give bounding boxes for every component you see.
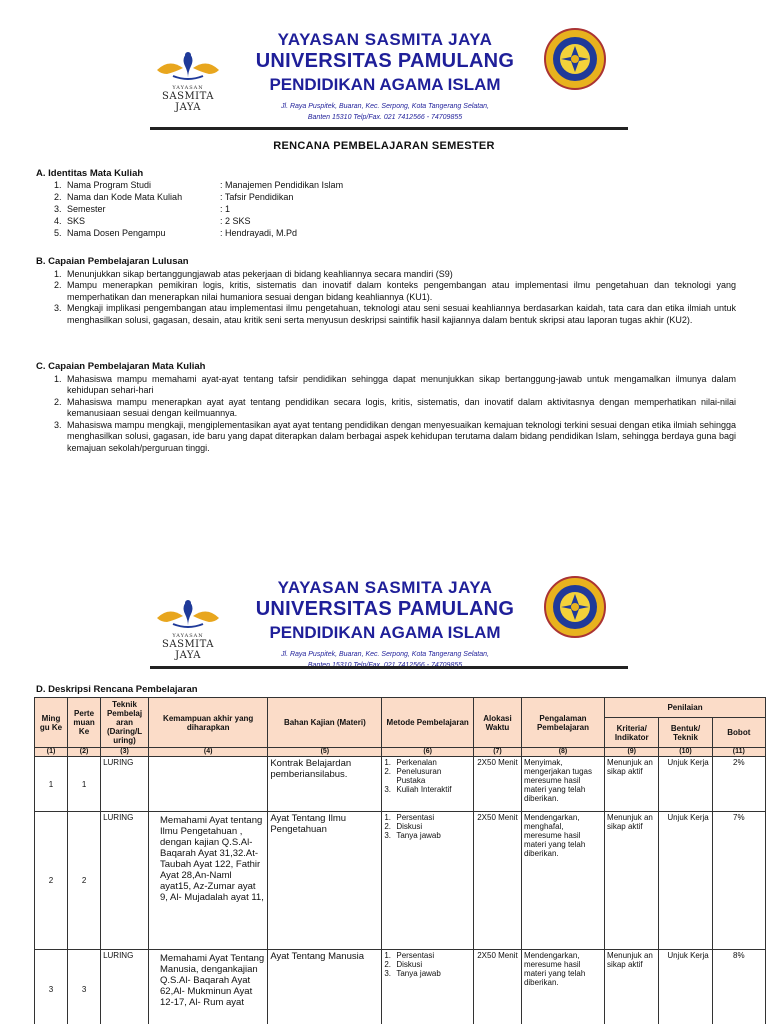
identity-number: 2. [54,191,62,202]
metode-number: 1. [384,951,392,960]
metode-number: 1. [384,813,392,822]
metode-number: 2. [384,767,392,776]
metode-item [384,951,471,960]
list-item-number: 1. [54,373,62,384]
cell-pertemuan: 1 [68,757,101,812]
header-kriteria: Kriteria/ Indikator [605,718,659,748]
header-bobot: Bobot [712,718,765,748]
cell-pengalaman: Menyimak, mengerjakan tugas meresume hasil materi yang telah diberikan. [521,757,604,812]
identity-number: 3. [54,203,62,214]
letterhead [0,20,768,130]
column-number: (1) [35,748,68,757]
header-bahan: Bahan Kajian (Materi) [268,698,382,748]
cell-teknik: LURING [101,950,149,1024]
column-number: (9) [605,748,659,757]
cell-bobot: 8% [712,950,765,1024]
cell-alokasi: 2X50 Menit [474,812,522,950]
metode-item [384,969,471,978]
cell-bahan: Ayat Tentang Ilmu Pengetahuan [268,812,382,950]
metode-list [384,951,471,978]
cell-alokasi: 2X50 Menit [474,757,522,812]
metode-text: Perkenalan [396,758,437,767]
logo-small-text: YAYASAN [172,85,204,91]
cell-bobot: 7% [712,812,765,950]
cell-pengalaman: Mendengarkan, menghafal, meresume hasil materi yang telah diberikan. [521,812,604,950]
university-name: UNIVERSITAS PAMULANG [255,50,515,72]
table-row [35,757,766,812]
cell-kemampuan: Memahami Ayat tentang Ilmu Pengetahuan , dengan kajian Q.S.Al-Baqarah Ayat 31,32.At-Taubah Ayat 122, Fathir Ayat 28,An-Naml ayat15, Az-Zumar ayat 9, Al- Mujadalah ayat 11, [149,812,268,950]
identity-label: Nama Dosen Pengampu [67,227,166,238]
list-item-text: Mahasiswa mampu mengkaji, mengiplementasikan ayat ayat tentang pendidikan dengan menyesuaikan kemajuan teknologi terkini sesuai dengan etika ilmiah sehingga menghasilkan solusi, gagasan, ide baru yang dapat diterapkan dalam berbagai aspek kehidupan terutama dalam bidang pendidikan Islam, sehingga berdaya guna bagi kemajuan sekolah/perguruan tinggi. [67,419,736,453]
cell-minggu: 3 [35,950,68,1024]
sasmita-jaya-logo [148,596,228,661]
list-item [36,374,736,397]
list-item-number: 2. [54,396,62,407]
metode-number: 3. [384,831,392,840]
header-pengalaman: Pengalaman Pembelajaran [521,698,604,748]
metode-number: 3. [384,969,392,978]
address-line-1: Jl. Raya Puspitek, Buaran, Kec. Serpong, Kota Tangerang Selatan, [281,651,489,658]
metode-number: 3. [384,785,392,794]
cell-metode [382,812,474,950]
metode-list [384,813,471,840]
identity-value: : Manajemen Pendidikan Islam [220,179,344,190]
cell-kriteria: Menunjuk an sikap aktif [605,812,659,950]
program-name: PENDIDIKAN AGAMA ISLAM [269,75,501,94]
identity-row [36,228,736,240]
list-item-text: Mampu menerapkan pemikiran logis, kritis, sistematis dan inovatif dalam konteks pengembangan atau implementasi ilmu pengetahuan dan teknologi yang memperhatikan dan menerapkan nilai humaniora sesuai dengan bidang keahliannya (KU1). [67,280,736,302]
cell-kemampuan [149,757,268,812]
swan-emblem-icon [153,48,223,84]
list-item [36,269,736,281]
identity-number: 4. [54,215,62,226]
cell-minggu: 1 [35,757,68,812]
cell-teknik: LURING [101,812,149,950]
address-line-1: Jl. Raya Puspitek, Buaran, Kec. Serpong, Kota Tangerang Selatan, [281,103,489,110]
section-cpl [36,256,736,326]
cell-alokasi: 2X50 Menit [474,950,522,1024]
university-name: UNIVERSITAS PAMULANG [255,598,515,620]
identity-row [36,180,736,192]
column-number: (4) [149,748,268,757]
metode-list [384,758,471,794]
identity-value: : 2 SKS [220,215,251,226]
cell-kemampuan: Memahami Ayat Tentang Manusia, dengankajian Q.S.Al- Baqarah Ayat 62,Al- Mukminun Ayat 12-17, Al- Rum ayat [149,950,268,1024]
list-item-number: 2. [54,280,62,290]
cell-kriteria: Menunjuk an sikap aktif [605,950,659,1024]
identity-number: 1. [54,179,62,190]
column-number: (2) [68,748,101,757]
list-item-number: 3. [54,303,62,313]
header-divider [150,666,628,669]
cell-bahan: Ayat Tentang Manusia [268,950,382,1024]
identity-label: Nama dan Kode Mata Kuliah [67,191,183,202]
metode-item [384,767,471,785]
list-item-number: 1. [54,268,62,279]
cell-pertemuan: 2 [68,812,101,950]
identity-value: : Hendrayadi, M.Pd [220,227,298,238]
section-deskripsi [36,684,736,696]
letterhead [0,568,768,678]
header-minggu: Ming gu Ke [35,698,68,748]
cell-bentuk: Unjuk Kerja [659,757,712,812]
section-heading: B. Capaian Pembelajaran Lulusan [36,256,189,267]
cell-pertemuan: 3 [68,950,101,1024]
header-alokasi: Alokasi Waktu [474,698,522,748]
identity-value: : 1 [220,203,231,214]
university-seal-icon [543,575,607,644]
column-number: (5) [268,748,382,757]
cell-metode [382,950,474,1024]
metode-text: Persentasi [396,813,435,822]
section-identitas [36,168,736,240]
cell-minggu: 2 [35,812,68,950]
cell-pengalaman: Mendengarkan, meresume hasil materi yang telah diberikan. [521,950,604,1024]
metode-item [384,831,471,840]
list-item-text: Mahasiswa mampu memahami ayat-ayat tentang tafsir pendidikan sehingga dapat menunjukkan sikap bertanggung-jawab untuk mengamalkan ilmunya dalam kehidupan sehari-hari [67,373,736,395]
identity-label: SKS [67,215,86,226]
logo-big-text: SASMITA JAYA [162,91,214,113]
cell-bentuk: Unjuk Kerja [659,812,712,950]
list-item-text: Mengkaji implikasi pengembangan atau implementasi ilmu pengetahuan, teknologi atau seni sesuai keahliannya berdasarkan kaidah, tata cara dan etika ilmiah untuk menghasilkan solusi, gagasan, desain, atau kritik seni serta menyusun deskripsi saintifik hasil kajiannya dalam bentuk skripsi atau laporan tugas akhir (KU2). [67,303,736,325]
organization-name: YAYASAN SASMITA JAYA [277,30,493,49]
cell-teknik: LURING [101,757,149,812]
header-kemampuan: Kemampuan akhir yang diharapkan [149,698,268,748]
identity-label: Nama Program Studi [67,179,152,190]
metode-item [384,813,471,822]
section-heading: A. Identitas Mata Kuliah [36,168,144,179]
list-item [36,280,736,303]
cell-kriteria: Menunjuk an sikap aktif [605,757,659,812]
header-pertemuan: Perte muan Ke [68,698,101,748]
section-heading: D. Deskripsi Rencana Pembelajaran [36,684,198,695]
metode-item [384,960,471,969]
identity-row [36,204,736,216]
column-number: (7) [474,748,522,757]
identity-value: : Tafsir Pendidikan [220,191,294,202]
metode-item [384,758,471,767]
metode-number: 2. [384,960,392,969]
header-bentuk: Bentuk/ Teknik [659,718,712,748]
column-number-row [35,748,766,757]
metode-text: Diskusi [396,960,423,969]
column-number: (11) [712,748,765,757]
header-metode: Metode Pembelajaran [382,698,474,748]
address [230,101,540,123]
list-item [36,420,736,455]
identity-row [36,216,736,228]
logo-small-text: YAYASAN [172,633,204,639]
header-penilaian: Penilaian [605,698,766,718]
cell-bahan: Kontrak Belajardan pemberiansilabus. [268,757,382,812]
list-item-text: Menunjukkan sikap bertanggungjawab atas pekerjaan di bidang keahliannya secara mandiri (S9) [67,268,453,279]
metode-item [384,822,471,831]
list-item-text: Mahasiswa mampu menerapkan ayat ayat tentang pendidikan secara logis, kritis, sistematis, dan inovatif dalam aktivitasnya dengan memperhatikan nilai-nilai kemanusiaan sesuai dengan keilmuannya. [67,396,736,418]
sasmita-jaya-logo [148,48,228,113]
metode-text: Diskusi [396,822,423,831]
metode-number: 1. [384,758,392,767]
metode-text: Tanya jawab [396,831,441,840]
header-divider [150,127,628,130]
university-seal-icon [543,27,607,96]
table-row [35,812,766,950]
document-title: RENCANA PEMBELAJARAN SEMESTER [273,140,495,152]
rps-table [34,697,766,1024]
column-number: (3) [101,748,149,757]
section-heading: C. Capaian Pembelajaran Mata Kuliah [36,361,206,372]
list-item [36,397,736,420]
organization-name: YAYASAN SASMITA JAYA [277,578,493,597]
column-number: (8) [521,748,604,757]
cell-bentuk: Unjuk Kerja [659,950,712,1024]
metode-number: 2. [384,822,392,831]
metode-text: Kuliah Interaktif [396,785,452,794]
section-cpmk [36,361,736,454]
swan-emblem-icon [153,596,223,632]
cell-metode [382,757,474,812]
logo-big-text: SASMITA JAYA [162,639,214,661]
list-item [36,303,736,326]
table-row [35,950,766,1024]
cell-bobot: 2% [712,757,765,812]
list-item-number: 3. [54,419,62,430]
metode-text: Penelusuran Pustaka [396,767,442,785]
identity-number: 5. [54,227,62,238]
address-line-2: Banten 15310 Telp/Fax. 021 7412566 - 74709855 [307,114,463,121]
header-teknik: Teknik Pembelaj aran (Daring/L uring) [101,698,149,748]
metode-item [384,785,471,794]
identity-label: Semester [67,203,106,214]
column-number: (10) [659,748,712,757]
program-name: PENDIDIKAN AGAMA ISLAM [269,623,501,642]
metode-text: Persentasi [396,951,435,960]
column-number: (6) [382,748,474,757]
metode-text: Tanya jawab [396,969,441,978]
identity-row [36,192,736,204]
